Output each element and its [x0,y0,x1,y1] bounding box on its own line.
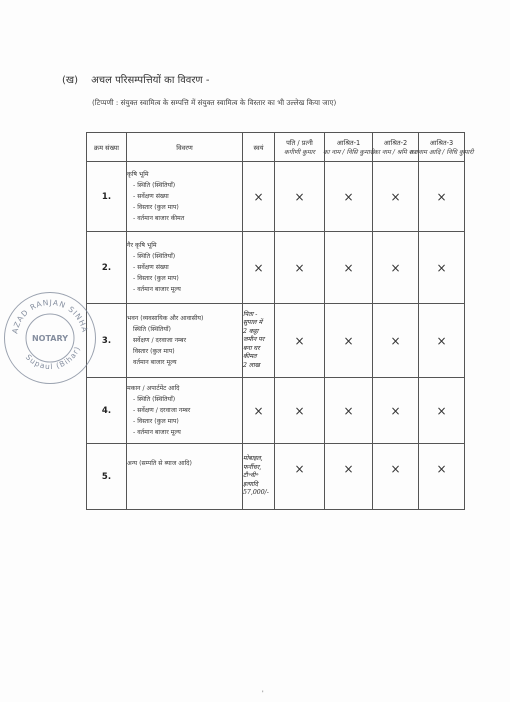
row-sno: 2. [87,232,127,304]
handwritten-line: 2 लाख [243,361,260,369]
row-description [127,444,243,510]
section-note: (टिप्पणी : संयुक्त स्वामित्व के सम्पत्ति में संयुक्त स्वामित्व के विस्तार का भी उल्लेख किया जाए) [92,98,337,107]
header-dependent-1 [325,133,373,162]
header-self-label: स्वयं [253,143,264,152]
header-dep1-name: का नाम / निसि कुमारी [323,149,374,156]
row-subitem: वर्तमान बाजार मूल्य [133,359,177,366]
cross-mark-dep1: × [325,162,373,232]
svg-text:NOTARY: NOTARY [31,334,69,343]
row-subitem: स्थिति (स्थितियाँ) [133,326,171,333]
row-subitem: - सर्वेक्षण संख्या [133,264,169,271]
header-dep3-name: का नाम आदि / निधि कुमारी [409,149,474,156]
row-subitem: - विस्तार (कुल माप) [133,204,179,211]
immovable-assets-table [86,132,474,510]
row-title: कृषि भूमि [127,171,149,178]
row-subitem: - वर्तमान बाजार मूल्य [133,429,181,436]
cross-mark-dep2: × [373,162,419,232]
cross-mark-dep1: × [325,304,373,378]
table-row [87,444,465,510]
row-subitem: विस्तार (कुल माप) [133,348,175,355]
row-sno: 5. [87,444,127,510]
header-description [127,133,243,162]
header-sno-label: क्रम संख्या [94,143,119,152]
notary-seal-icon [5,293,95,383]
cross-mark-spouse: × [275,378,325,444]
row-subitem: - वर्तमान बाजार मूल्य [133,286,181,293]
cross-mark-dep1: × [325,232,373,304]
header-spouse [275,133,325,162]
row-sno: 1. [87,162,127,232]
header-dep2-name: का नाम / श्रमि राज [373,149,418,156]
cross-mark-dep3: × [419,444,465,510]
handwritten-line: इत्यादि [243,480,258,488]
row-description [127,162,243,232]
header-dependent-3 [409,133,474,162]
row-description [127,232,243,304]
handwritten-self-other [243,444,275,510]
footer-mark: ' [262,690,264,697]
cross-mark-dep2: × [373,304,419,378]
cross-mark-self: × [243,378,275,444]
header-description-label: विवरण [176,143,193,152]
row-sno: 3. [87,304,127,378]
section-heading [62,72,209,86]
cross-mark-dep3: × [419,378,465,444]
handwritten-line: 2 कट्ठा [243,327,259,335]
cross-mark-dep3: × [419,162,465,232]
cross-mark-spouse: × [275,232,325,304]
header-spouse-name: कगीणी कुमार [283,149,315,156]
row-subitem: - स्थिति (स्थितियाँ) [133,182,176,189]
notary-stamp [4,292,96,384]
handwritten-line: मोबाइल, [243,455,263,463]
table-row [87,304,465,378]
cross-mark-dep3: × [419,304,465,378]
header-sno [87,133,127,162]
row-subitem: - सर्वेक्षण / दरवाजा नम्बर [133,407,191,414]
table-row [87,232,465,304]
handwritten-line: जमीन पर [243,336,265,344]
row-title: मकान / अपार्टमेंट आदि [127,385,180,392]
table-row [87,162,465,232]
row-subitem: - सर्वेक्षण संख्या [133,193,169,200]
cross-mark-dep2: × [373,444,419,510]
cross-mark-dep3: × [419,232,465,304]
header-self [243,133,275,162]
row-subitem: - वर्तमान बाजार कीमत [133,215,185,222]
cross-mark-dep2: × [373,378,419,444]
row-subitem: - स्थिति (स्थितियाँ) [133,396,176,403]
row-description [127,304,243,378]
handwritten-line: बना घर [243,344,260,352]
row-description [127,378,243,444]
handwritten-line: सुपाल में [243,319,263,327]
header-spouse-label: पति / प्रत्नी [286,139,313,147]
row-subitem: - स्थिति (स्थितियाँ) [133,253,176,260]
cross-mark-dep2: × [373,232,419,304]
cross-mark-self: × [243,162,275,232]
handwritten-self-building [243,304,275,378]
cross-mark-self: × [243,232,275,304]
row-subitem: - विस्तार (कुल माप) [133,418,179,425]
header-dep3-label: आश्रित-3 [429,139,454,147]
handwritten-line: पिता - [243,310,258,318]
cross-mark-spouse: × [275,444,325,510]
header-dep2-label: आश्रित-2 [383,139,408,147]
table-header-row [87,133,465,162]
section-title: अचल परिसम्पत्तियों का विवरण - [91,75,210,86]
row-title: भवन (व्यवसायिक और आवासीय) [127,315,204,322]
handwritten-line: 57,000/- [243,489,269,497]
header-dep1-label: आश्रित-1 [336,139,361,147]
svg-text:Supaul (Bihar): Supaul (Bihar) [23,344,83,372]
cross-mark-spouse: × [275,304,325,378]
row-title: अन्य (सम्पति से ब्याज आदि) [127,460,192,467]
row-title: गैर कृषि भूमि [127,242,157,249]
svg-text:AZAD RANJAN SINHA: AZAD RANJAN SINHA [10,297,90,335]
row-sno: 4. [87,378,127,444]
handwritten-line: टी॰वी॰ [243,472,259,480]
table-row [87,378,465,444]
cross-mark-dep1: × [325,444,373,510]
section-label: (ख) [62,75,78,86]
cross-mark-dep1: × [325,378,373,444]
row-subitem: सर्वेक्षण / दरवाजा नम्बर [133,337,187,344]
handwritten-line: फर्नीचर, [243,463,262,471]
handwritten-line: कीमत [243,353,257,361]
row-subitem: - विस्तार (कुल माप) [133,275,179,282]
cross-mark-spouse: × [275,162,325,232]
